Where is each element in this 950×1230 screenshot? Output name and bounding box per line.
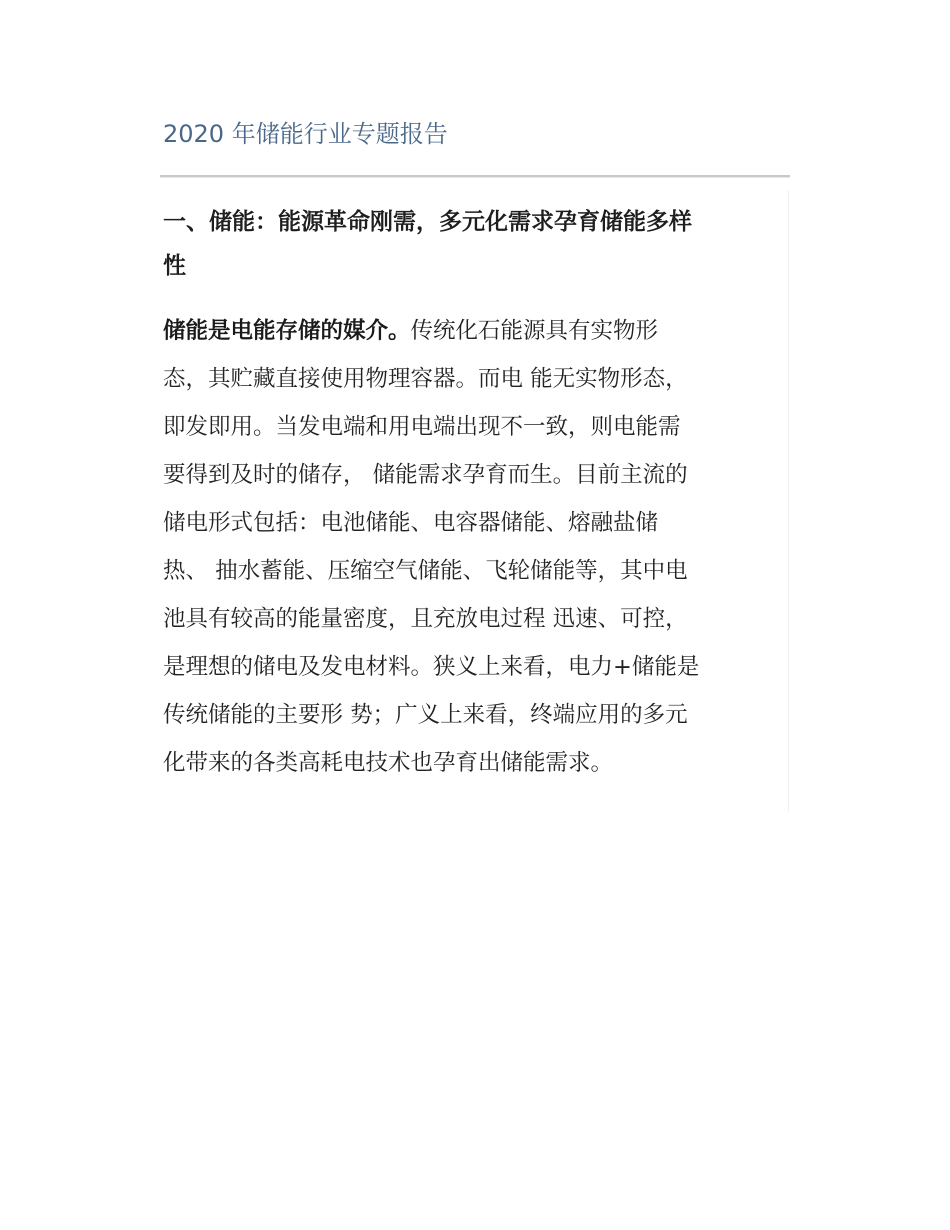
paragraph-line-5: 储电形式包括：电池储能、电容器储能、熔融盐储 — [163, 510, 659, 536]
paragraph-lead: 储能是电能存储的媒介。 — [163, 318, 411, 344]
paragraph-line-7: 池具有较高的能量密度，且充放电过程 迅速、可控， — [163, 606, 688, 632]
section-heading-line-2: 性 — [163, 253, 186, 279]
document-title: 2020 年储能行业专题报告 — [163, 120, 448, 148]
paragraph-line-3: 即发即用。当发电端和用电端出现不一致，则电能需 — [163, 414, 681, 440]
paragraph-line-1-text: 传统化石能源具有实物形 — [410, 318, 659, 344]
paragraph-line-6: 热、 抽水蓄能、压缩空气储能、飞轮储能等，其中电 — [163, 558, 688, 584]
paragraph-line-9: 传统储能的主要形 势；广义上来看，终端应用的多元 — [163, 702, 688, 728]
paragraph-line-2: 态，其贮藏直接使用物理容器。而电 能无实物形态， — [163, 366, 688, 392]
paragraph-line-8: 是理想的储电及发电材料。狭义上来看，电力+储能是 — [163, 654, 700, 680]
title-divider — [160, 175, 790, 178]
body-paragraph — [163, 307, 789, 787]
paragraph-line-10: 化带来的各类高耗电技术也孕育出储能需求。 — [163, 750, 614, 776]
paragraph-line-1 — [163, 307, 789, 355]
section-heading-line-1: 一、储能：能源革命刚需，多元化需求孕育储能多样 — [163, 209, 692, 235]
paragraph-line-4: 要得到及时的储存， 储能需求孕育而生。目前主流的 — [163, 462, 688, 488]
section-heading — [163, 200, 775, 288]
